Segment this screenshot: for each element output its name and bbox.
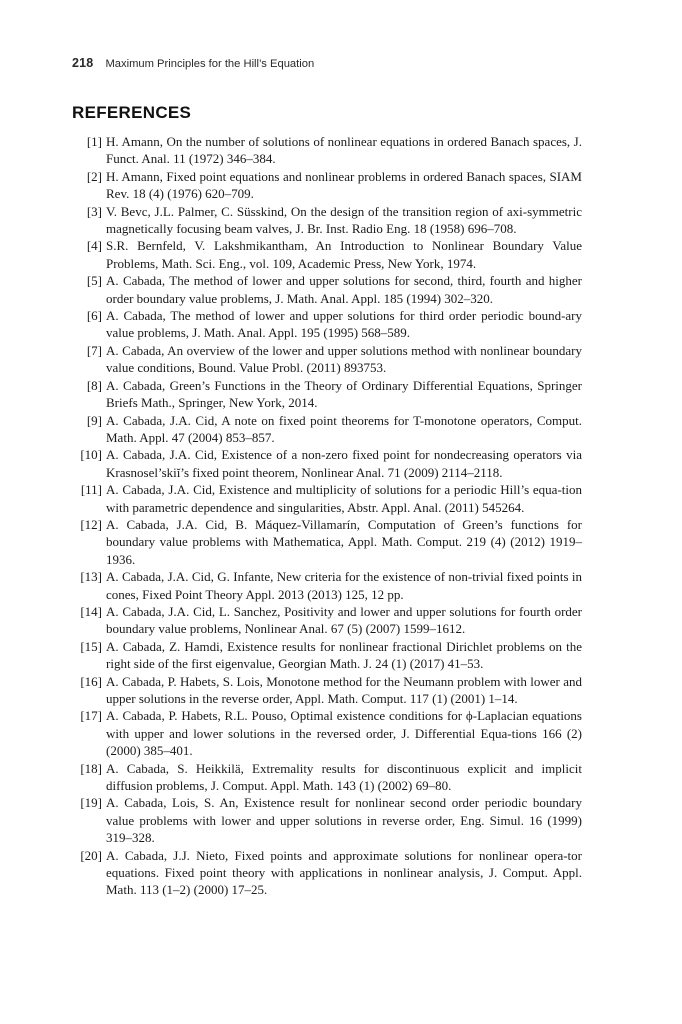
reference-text: H. Amann, On the number of solutions of nonlinear equations in ordered Banach spaces, J. Funct. Anal. 11 (1972) 346–384. — [106, 134, 582, 167]
reference-item — [72, 237, 582, 272]
section-title: REFERENCES — [72, 103, 192, 122]
reference-text: A. Cabada, An overview of the lower and upper solutions method with nonlinear boundary value conditions, Bound. Value Probl. (2011) 893753. — [106, 342, 582, 376]
reference-number: [16] — [80, 673, 102, 689]
reference-number: [13] — [80, 569, 102, 585]
reference-item — [72, 412, 582, 447]
reference-text: H. Amann, Fixed point equations and nonlinear problems in ordered Banach spaces, SIAM Rev. 18 (4) (1976) 620–709. — [106, 168, 582, 202]
reference-text: S.R. Bernfeld, V. Lakshmikantham, An Introduction to Nonlinear Boundary Value Problems, Math. Sci. Eng., vol. 109, Academic Press, New York, 1974. — [106, 238, 582, 271]
reference-text: A. Cabada, The method of lower and upper solutions for third order periodic bound-ary value problems, J. Math. Anal. Appl. 195 (1995) 568–589. — [106, 308, 582, 341]
reference-item — [72, 568, 582, 603]
reference-number: [8] — [86, 377, 102, 393]
reference-number: [2] — [86, 168, 102, 184]
reference-text: A. Cabada, P. Habets, S. Lois, Monotone method for the Neumann problem with lower and upper solutions in the reverse order, Appl. Math. Comput. 117 (1) (2001) 1–14. — [106, 673, 582, 706]
reference-number: [14] — [80, 603, 102, 619]
reference-item — [72, 603, 582, 638]
reference-item — [72, 203, 582, 238]
reference-text: A. Cabada, J.A. Cid, L. Sanchez, Positivity and lower and upper solutions for fourth order boundary value problems, Nonlinear Anal. 67 (5) (2007) 1599–1612. — [106, 603, 582, 637]
reference-item — [72, 377, 582, 412]
reference-item — [72, 760, 582, 795]
running-title: Maximum Principles for the Hill’s Equation — [105, 58, 315, 70]
reference-number: [12] — [80, 516, 102, 532]
reference-text: A. Cabada, Z. Hamdi, Existence results for nonlinear fractional Dirichlet problems on the right side of the first eigenvalue, Georgian Math. J. 24 (1) (2017) 41–53. — [106, 638, 582, 672]
reference-text: A. Cabada, Green’s Functions in the Theory of Ordinary Differential Equations, Springer Briefs Math., Springer, New York, 2014. — [106, 377, 582, 411]
reference-text: V. Bevc, J.L. Palmer, C. Süsskind, On the design of the transition region of axi-symmetric magnetically focusing beam valves, J. Br. Inst. Radio Eng. 18 (1958) 696–708. — [106, 203, 582, 237]
reference-number: [7] — [86, 342, 102, 358]
reference-item — [72, 673, 582, 708]
reference-item — [72, 446, 582, 481]
reference-list — [72, 133, 582, 899]
reference-item — [72, 516, 582, 568]
reference-number: [19] — [80, 795, 102, 811]
reference-number: [18] — [80, 760, 102, 776]
reference-item — [72, 342, 582, 377]
reference-item — [72, 638, 582, 673]
reference-item — [72, 794, 582, 846]
reference-item — [72, 847, 582, 899]
reference-item — [72, 481, 582, 516]
reference-number: [3] — [86, 203, 102, 219]
reference-number: [17] — [80, 708, 102, 724]
reference-text: A. Cabada, J.A. Cid, G. Infante, New criteria for the existence of non-trivial fixed points in cones, Fixed Point Theory Appl. 2013 (2013) 125, 12 pp. — [106, 569, 582, 602]
reference-item — [72, 272, 582, 307]
reference-text: A. Cabada, S. Heikkilä, Extremality results for discontinuous explicit and implicit diffusion problems, J. Comput. Appl. Math. 143 (1) (2002) 69–80. — [106, 760, 582, 794]
reference-text: A. Cabada, J.A. Cid, Existence of a non-zero fixed point for nondecreasing operators via Krasnosel’skiĭ’s fixed point theorem, Nonlinear Anal. 71 (2009) 2114–2118. — [106, 447, 582, 480]
reference-item — [72, 168, 582, 203]
reference-number: [10] — [80, 447, 102, 463]
reference-number: [6] — [86, 308, 102, 324]
reference-text: A. Cabada, J.A. Cid, Existence and multiplicity of solutions for a periodic Hill’s equa-tion with parametric dependence and singularities, Abstr. Appl. Anal. (2011) 545264. — [106, 482, 582, 515]
reference-number: [20] — [80, 847, 102, 863]
reference-text: A. Cabada, J.A. Cid, A note on fixed point theorems for T-monotone operators, Comput. Math. Appl. 47 (2004) 853–857. — [106, 412, 582, 445]
reference-number: [15] — [80, 638, 102, 654]
reference-number: [9] — [86, 412, 102, 428]
page-number: 218 — [72, 56, 94, 70]
reference-text: A. Cabada, Lois, S. An, Existence result for nonlinear second order periodic boundary value problems with lower and upper solutions in reverse order, Eng. Simul. 16 (1999) 319–328. — [106, 795, 582, 846]
reference-number: [11] — [80, 482, 102, 498]
reference-text: A. Cabada, J.J. Nieto, Fixed points and approximate solutions for nonlinear opera-tor equations. Fixed point theory with applications in nonlinear analysis, J. Comput. Appl. Math. 113 (1–2) (2000) 17–25. — [106, 847, 582, 898]
reference-item — [72, 133, 582, 168]
reference-number: [1] — [86, 134, 102, 149]
reference-item — [72, 707, 582, 759]
reference-number: [4] — [86, 238, 102, 254]
reference-number: [5] — [86, 273, 102, 289]
reference-text: A. Cabada, The method of lower and upper solutions for second, third, fourth and higher order boundary value problems, J. Math. Anal. Appl. 185 (1994) 302–320. — [106, 273, 582, 306]
reference-item — [72, 307, 582, 342]
running-header — [72, 56, 314, 70]
reference-text: A. Cabada, P. Habets, R.L. Pouso, Optimal existence conditions for ϕ-Laplacian equations with upper and lower solutions in the reversed order, J. Differential Equa-tions 166 (2) (2000) 385–401. — [106, 708, 582, 759]
reference-text: A. Cabada, J.A. Cid, B. Máquez-Villamarín, Computation of Green’s functions for boundary value problems with Mathematica, Appl. Math. Comput. 219 (4) (2012) 1919–1936. — [106, 516, 582, 567]
